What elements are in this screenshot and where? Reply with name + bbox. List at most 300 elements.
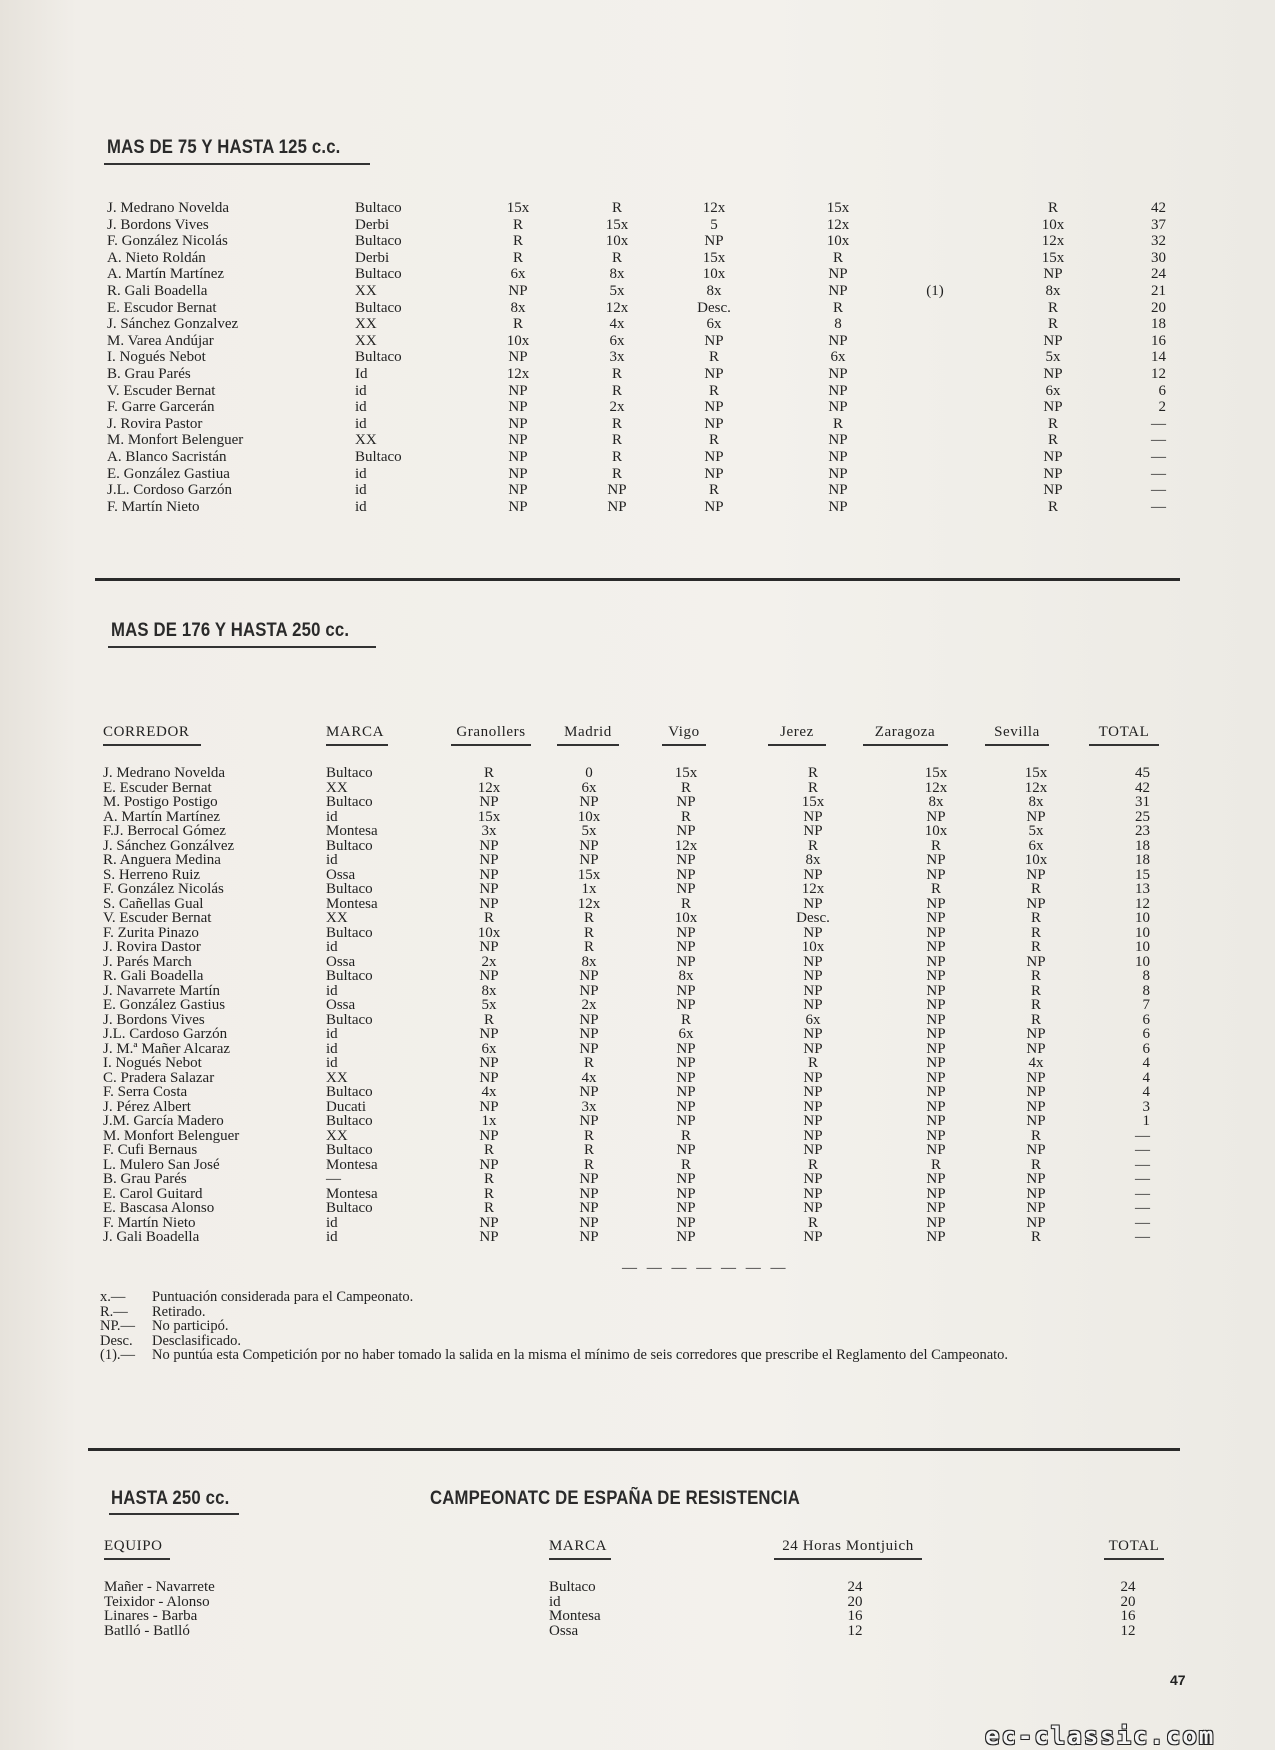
note-cell: (1) xyxy=(926,282,944,299)
legend-item xyxy=(100,1348,1150,1377)
section1-row xyxy=(0,383,1275,400)
race2-cell: 3x xyxy=(609,349,625,366)
rider-cell: E. Escuder Bernat xyxy=(103,779,212,796)
brand-cell: Ossa xyxy=(326,997,356,1013)
page-number: 47 xyxy=(1170,1672,1186,1688)
total-cell: 45 xyxy=(1135,765,1150,781)
team-cell: Batlló - Batlló xyxy=(104,1622,190,1639)
race4-cell: NP xyxy=(828,266,848,283)
rider-cell: F. Martín Nieto xyxy=(107,498,200,515)
race3-cell: NP xyxy=(704,332,724,349)
rider-cell: F. González Nicolás xyxy=(103,881,224,897)
race1-cell: R xyxy=(512,316,524,333)
granollers-cell: 15x xyxy=(477,808,501,825)
race1-cell: NP xyxy=(508,465,528,482)
total-cell: — xyxy=(1135,1185,1150,1202)
section2-row xyxy=(0,1216,1275,1231)
race4-cell: 12x xyxy=(826,216,850,233)
header-sevilla-underline xyxy=(985,744,1049,746)
jerez-cell: Desc. xyxy=(796,910,830,926)
section2-title-underline xyxy=(108,646,376,648)
brand-cell: Derbi xyxy=(355,216,390,233)
brand-cell: Montesa xyxy=(326,1185,378,1202)
total-cell: — xyxy=(1135,1200,1150,1216)
section3-row xyxy=(0,1595,1275,1610)
granollers-cell: NP xyxy=(479,794,499,810)
section1-row xyxy=(0,316,1275,333)
header-sevilla: Sevilla xyxy=(994,724,1040,740)
section2-row xyxy=(0,955,1275,970)
granollers-cell: R xyxy=(483,1185,495,1202)
rider-cell: E. González Gastiua xyxy=(107,465,230,482)
sevilla-cell: R xyxy=(1030,997,1042,1013)
vigo-cell: NP xyxy=(676,924,696,941)
brand-cell: XX xyxy=(326,1127,348,1144)
race3-cell: 6x xyxy=(706,316,722,333)
rider-cell: A. Blanco Sacristán xyxy=(107,448,227,465)
points-cell: 12 xyxy=(847,1622,863,1639)
race4-cell: NP xyxy=(828,432,848,449)
granollers-cell: R xyxy=(483,1011,495,1028)
zaragoza-cell: NP xyxy=(926,852,946,868)
race5-cell: 8x xyxy=(1045,282,1061,299)
race1-cell: NP xyxy=(508,282,528,299)
rider-cell: R. Anguera Medina xyxy=(103,852,221,868)
granollers-cell: NP xyxy=(479,895,499,912)
race3-cell: 15x xyxy=(702,249,726,266)
zaragoza-cell: NP xyxy=(926,1185,946,1202)
madrid-cell: R xyxy=(583,924,595,941)
madrid-cell: 12x xyxy=(577,895,601,912)
rider-cell: A. Martín Martínez xyxy=(103,808,221,825)
section1-row xyxy=(0,416,1275,433)
section1-row xyxy=(0,250,1275,267)
section1-row xyxy=(0,217,1275,234)
race5-cell: R xyxy=(1047,432,1059,449)
jerez-cell: NP xyxy=(803,1171,823,1187)
granollers-cell: NP xyxy=(479,1055,499,1071)
vigo-cell: 8x xyxy=(678,968,694,984)
race3-cell: NP xyxy=(704,498,724,515)
sevilla-cell: 12x xyxy=(1024,779,1048,796)
total-cell: — xyxy=(1135,1127,1150,1144)
brand-cell: XX xyxy=(326,779,348,796)
race5-cell: R xyxy=(1047,498,1059,515)
race1-cell: NP xyxy=(508,498,528,515)
granollers-cell: NP xyxy=(479,968,499,984)
team-cell: Linares - Barba xyxy=(104,1608,198,1624)
vigo-cell: 6x xyxy=(678,1026,694,1042)
legend-key: Desc. xyxy=(100,1332,133,1349)
total-cell: 16 xyxy=(1120,1608,1136,1624)
legend-item xyxy=(100,1305,1150,1320)
sevilla-cell: R xyxy=(1030,939,1042,955)
brand-cell: Ducati xyxy=(326,1098,366,1115)
jerez-cell: NP xyxy=(803,1084,823,1100)
race2-cell: R xyxy=(611,415,623,432)
granollers-cell: NP xyxy=(479,1026,499,1042)
legend-text: Desclasificado. xyxy=(152,1332,241,1349)
race1-cell: NP xyxy=(508,349,528,366)
race3-cell: NP xyxy=(704,233,724,250)
race5-cell: 6x xyxy=(1045,382,1061,399)
legend-text: Retirado. xyxy=(152,1303,206,1320)
jerez-cell: NP xyxy=(803,1069,823,1086)
granollers-cell: NP xyxy=(479,1098,499,1115)
header-granollers: Granollers xyxy=(456,724,526,740)
madrid-cell: NP xyxy=(579,1214,599,1231)
section3-title: HASTA 250 cc. xyxy=(111,1488,230,1509)
madrid-cell: NP xyxy=(579,1200,599,1216)
race1-cell: R xyxy=(512,233,524,250)
zaragoza-cell: NP xyxy=(926,1055,946,1071)
sevilla-cell: R xyxy=(1030,881,1042,897)
race1-cell: NP xyxy=(508,382,528,399)
jerez-cell: NP xyxy=(803,866,823,883)
sevilla-cell: NP xyxy=(1026,1142,1046,1158)
vigo-cell: NP xyxy=(676,1200,696,1216)
race4-cell: NP xyxy=(828,365,848,382)
zaragoza-cell: NP xyxy=(926,1026,946,1042)
vigo-cell: 15x xyxy=(674,765,698,781)
madrid-cell: NP xyxy=(579,1040,599,1057)
race5-cell: NP xyxy=(1043,448,1063,465)
section-divider-2 xyxy=(88,1448,1180,1451)
race2-cell: NP xyxy=(607,498,627,515)
granollers-cell: 6x xyxy=(481,1040,497,1057)
sevilla-cell: NP xyxy=(1026,1026,1046,1042)
race4-cell: NP xyxy=(828,448,848,465)
race3-cell: NP xyxy=(704,399,724,416)
section3-row xyxy=(0,1624,1275,1639)
vigo-cell: NP xyxy=(676,1084,696,1100)
section2-row xyxy=(0,1085,1275,1100)
granollers-cell: NP xyxy=(479,837,499,854)
legend-item xyxy=(100,1319,1150,1334)
section2-table xyxy=(0,766,1275,1245)
vigo-cell: NP xyxy=(676,1229,696,1245)
race2-cell: 4x xyxy=(609,316,625,333)
race5-cell: NP xyxy=(1043,365,1063,382)
race1-cell: 10x xyxy=(506,332,530,349)
total-cell: 42 xyxy=(1135,779,1150,796)
rider-cell: F. González Nicolás xyxy=(107,233,228,250)
total-cell: 37 xyxy=(1151,216,1166,233)
race2-cell: 10x xyxy=(605,233,629,250)
race2-cell: 15x xyxy=(605,216,629,233)
total-cell: 21 xyxy=(1151,282,1166,299)
rider-cell: J.M. García Madero xyxy=(103,1113,224,1129)
race3-cell: R xyxy=(708,349,720,366)
race4-cell: 10x xyxy=(826,233,850,250)
vigo-cell: R xyxy=(680,779,692,796)
section2-row xyxy=(0,897,1275,912)
section2-row xyxy=(0,940,1275,955)
rider-cell: F.J. Berrocal Gómez xyxy=(103,823,226,839)
brand-cell: XX xyxy=(355,282,377,299)
section2-row xyxy=(0,1013,1275,1028)
granollers-cell: NP xyxy=(479,1229,499,1245)
jerez-cell: NP xyxy=(803,1142,823,1158)
sevilla-cell: R xyxy=(1030,1127,1042,1144)
total-cell: 1 xyxy=(1142,1113,1150,1129)
brand-cell: Bultaco xyxy=(326,881,373,897)
zaragoza-cell: NP xyxy=(926,1171,946,1187)
total-cell: 4 xyxy=(1142,1084,1150,1100)
total-cell: 10 xyxy=(1135,953,1150,970)
legend-text: Puntuación considerada para el Campeonato. xyxy=(152,1289,414,1305)
madrid-cell: 6x xyxy=(581,779,597,796)
brand-cell: Bultaco xyxy=(326,837,373,854)
brand-cell: Bultaco xyxy=(326,1011,373,1028)
rider-cell: F. Martín Nieto xyxy=(103,1214,196,1231)
race5-cell: NP xyxy=(1043,332,1063,349)
race2-cell: R xyxy=(611,448,623,465)
vigo-cell: NP xyxy=(676,1214,696,1231)
vigo-cell: NP xyxy=(676,997,696,1013)
brand-cell: Bultaco xyxy=(326,794,373,810)
race3-cell: NP xyxy=(704,465,724,482)
rider-cell: J. M.ª Mañer Alcaraz xyxy=(103,1040,231,1057)
rider-cell: A. Martín Martínez xyxy=(107,266,225,283)
total-cell: 23 xyxy=(1135,823,1150,839)
brand-cell: XX xyxy=(326,910,348,926)
race4-cell: 6x xyxy=(830,349,846,366)
section2-row xyxy=(0,795,1275,810)
madrid-cell: NP xyxy=(579,1011,599,1028)
vigo-cell: R xyxy=(680,808,692,825)
header-total: TOTAL xyxy=(1108,1538,1160,1554)
watermark: ec-classic.com xyxy=(985,1722,1216,1750)
section2-row xyxy=(0,1100,1275,1115)
section2-row xyxy=(0,969,1275,984)
brand-cell: id xyxy=(326,1026,338,1042)
race4-cell: R xyxy=(832,249,844,266)
granollers-cell: R xyxy=(483,1142,495,1158)
race3-cell: NP xyxy=(704,415,724,432)
brand-cell: id xyxy=(355,415,367,432)
rider-cell: R. Gali Boadella xyxy=(107,282,208,299)
jerez-cell: NP xyxy=(803,1185,823,1202)
legend-key: (1).— xyxy=(100,1347,136,1363)
sevilla-cell: NP xyxy=(1026,1069,1046,1086)
sevilla-cell: NP xyxy=(1026,1113,1046,1129)
total-cell: 18 xyxy=(1135,852,1150,868)
granollers-cell: 8x xyxy=(481,982,497,999)
jerez-cell: NP xyxy=(803,808,823,825)
jerez-cell: NP xyxy=(803,823,823,839)
vigo-cell: NP xyxy=(676,939,696,955)
jerez-cell: NP xyxy=(803,1200,823,1216)
rider-cell: E. Escudor Bernat xyxy=(107,299,217,316)
race1-cell: NP xyxy=(508,415,528,432)
brand-cell: Ossa xyxy=(326,866,356,883)
brand-cell: Bultaco xyxy=(355,448,402,465)
brand-cell: id xyxy=(355,482,367,499)
race1-cell: NP xyxy=(508,448,528,465)
race5-cell: R xyxy=(1047,415,1059,432)
total-cell: 32 xyxy=(1151,233,1166,250)
zaragoza-cell: NP xyxy=(926,953,946,970)
zaragoza-cell: NP xyxy=(926,997,946,1013)
section2-row xyxy=(0,1172,1275,1187)
section2-row xyxy=(0,1143,1275,1158)
granollers-cell: 4x xyxy=(481,1084,497,1100)
total-cell: — xyxy=(1151,415,1166,432)
jerez-cell: 10x xyxy=(801,939,825,955)
rider-cell: J. Bordons Vives xyxy=(103,1011,205,1028)
total-cell: 10 xyxy=(1135,924,1150,941)
brand-cell: Bultaco xyxy=(326,1200,373,1216)
brand-cell: Bultaco xyxy=(326,1084,373,1100)
header-total-underline xyxy=(1089,744,1159,746)
header-24h: 24 Horas Montjuich xyxy=(782,1538,914,1554)
rider-cell: M. Monfort Belenguer xyxy=(107,432,244,449)
total-cell: — xyxy=(1135,1229,1150,1245)
brand-cell: id xyxy=(326,982,338,999)
jerez-cell: NP xyxy=(803,982,823,999)
sevilla-cell: NP xyxy=(1026,1200,1046,1216)
brand-cell: id xyxy=(355,399,367,416)
total-cell: 3 xyxy=(1142,1098,1150,1115)
race1-cell: R xyxy=(512,249,524,266)
sevilla-cell: 5x xyxy=(1028,823,1044,839)
total-cell: 6 xyxy=(1142,1026,1150,1042)
total-cell: 20 xyxy=(1120,1593,1136,1610)
rider-cell: J. Rovira Dastor xyxy=(103,939,201,955)
rider-cell: S. Herreno Ruiz xyxy=(103,866,201,883)
madrid-cell: 10x xyxy=(577,808,601,825)
granollers-cell: NP xyxy=(479,1214,499,1231)
header-vigo: Vigo xyxy=(668,724,700,740)
brand-cell: Montesa xyxy=(326,895,378,912)
jerez-cell: NP xyxy=(803,1026,823,1042)
section1-row xyxy=(0,482,1275,499)
total-cell: 16 xyxy=(1151,332,1166,349)
zaragoza-cell: NP xyxy=(926,866,946,883)
race2-cell: NP xyxy=(607,482,627,499)
brand-cell: id xyxy=(355,465,367,482)
brand-cell: Bultaco xyxy=(326,1113,373,1129)
section1-row xyxy=(0,432,1275,449)
rider-cell: M. Varea Andújar xyxy=(107,332,214,349)
header-brand: MARCA xyxy=(326,724,385,740)
race4-cell: R xyxy=(832,299,844,316)
total-cell: 24 xyxy=(1151,266,1166,283)
madrid-cell: NP xyxy=(579,837,599,854)
zaragoza-cell: NP xyxy=(926,895,946,912)
rider-cell: L. Mulero San José xyxy=(103,1156,220,1173)
jerez-cell: NP xyxy=(803,1229,823,1245)
jerez-cell: 8x xyxy=(805,852,821,868)
zaragoza-cell: NP xyxy=(926,1011,946,1028)
madrid-cell: NP xyxy=(579,1084,599,1100)
granollers-cell: NP xyxy=(479,881,499,897)
race2-cell: 6x xyxy=(609,332,625,349)
race5-cell: R xyxy=(1047,299,1059,316)
madrid-cell: NP xyxy=(579,1171,599,1187)
sevilla-cell: R xyxy=(1030,982,1042,999)
total-cell: — xyxy=(1151,465,1166,482)
jerez-cell: R xyxy=(807,779,819,796)
total-cell: 7 xyxy=(1142,997,1150,1013)
vigo-cell: NP xyxy=(676,1142,696,1158)
brand-cell: id xyxy=(326,1214,338,1231)
race4-cell: NP xyxy=(828,382,848,399)
madrid-cell: NP xyxy=(579,1185,599,1202)
madrid-cell: R xyxy=(583,1142,595,1158)
madrid-cell: 3x xyxy=(581,1098,597,1115)
header-madrid: Madrid xyxy=(564,724,612,740)
rider-cell: J. Sánchez Gonzálvez xyxy=(103,837,235,854)
header-jerez: Jerez xyxy=(780,724,814,740)
rider-cell: F. Zurita Pinazo xyxy=(103,924,199,941)
sevilla-cell: NP xyxy=(1026,1185,1046,1202)
total-cell: 30 xyxy=(1151,249,1166,266)
race2-cell: 8x xyxy=(609,266,625,283)
brand-cell: XX xyxy=(326,1069,348,1086)
madrid-cell: 5x xyxy=(581,823,597,839)
section2-row xyxy=(0,1230,1275,1245)
brand-cell: Ossa xyxy=(326,953,356,970)
race1-cell: NP xyxy=(508,432,528,449)
race1-cell: 15x xyxy=(506,200,530,216)
legend-key: x.— xyxy=(100,1289,126,1305)
brand-cell: Bultaco xyxy=(549,1579,596,1595)
madrid-cell: R xyxy=(583,1127,595,1144)
section1-row xyxy=(0,266,1275,283)
section1-row xyxy=(0,466,1275,483)
race5-cell: NP xyxy=(1043,482,1063,499)
jerez-cell: NP xyxy=(803,1040,823,1057)
sevilla-cell: 4x xyxy=(1028,1055,1044,1071)
sevilla-cell: 6x xyxy=(1028,837,1044,854)
race3-cell: R xyxy=(708,382,720,399)
sevilla-cell: R xyxy=(1030,924,1042,941)
section2-row xyxy=(0,998,1275,1013)
section1-title: MAS DE 75 Y HASTA 125 c.c. xyxy=(107,137,341,158)
granollers-cell: 1x xyxy=(481,1113,497,1129)
total-cell: 6 xyxy=(1142,1011,1150,1028)
brand-cell: Bultaco xyxy=(355,299,402,316)
rider-cell: J. Parés March xyxy=(103,953,192,970)
race1-cell: NP xyxy=(508,482,528,499)
vigo-cell: NP xyxy=(676,1098,696,1115)
total-cell: — xyxy=(1151,432,1166,449)
granollers-cell: NP xyxy=(479,866,499,883)
section2-row xyxy=(0,1071,1275,1086)
race5-cell: 15x xyxy=(1041,249,1065,266)
total-cell: 14 xyxy=(1151,349,1166,366)
vigo-cell: R xyxy=(680,1011,692,1028)
zaragoza-cell: R xyxy=(930,1156,942,1173)
race2-cell: 2x xyxy=(609,399,625,416)
jerez-cell: R xyxy=(807,1055,819,1071)
zaragoza-cell: NP xyxy=(926,1084,946,1100)
total-cell: — xyxy=(1151,482,1166,499)
zaragoza-cell: NP xyxy=(926,939,946,955)
section2-row xyxy=(0,1114,1275,1129)
rider-cell: C. Pradera Salazar xyxy=(103,1069,215,1086)
header-total: TOTAL xyxy=(1098,724,1150,740)
sevilla-cell: NP xyxy=(1026,808,1046,825)
header-brand-underline xyxy=(326,744,388,746)
brand-cell: id xyxy=(326,808,338,825)
zaragoza-cell: R xyxy=(930,881,942,897)
header-brand-underline xyxy=(549,1558,611,1560)
race4-cell: 8 xyxy=(834,316,842,333)
rider-cell: J. Bordons Vives xyxy=(107,216,209,233)
